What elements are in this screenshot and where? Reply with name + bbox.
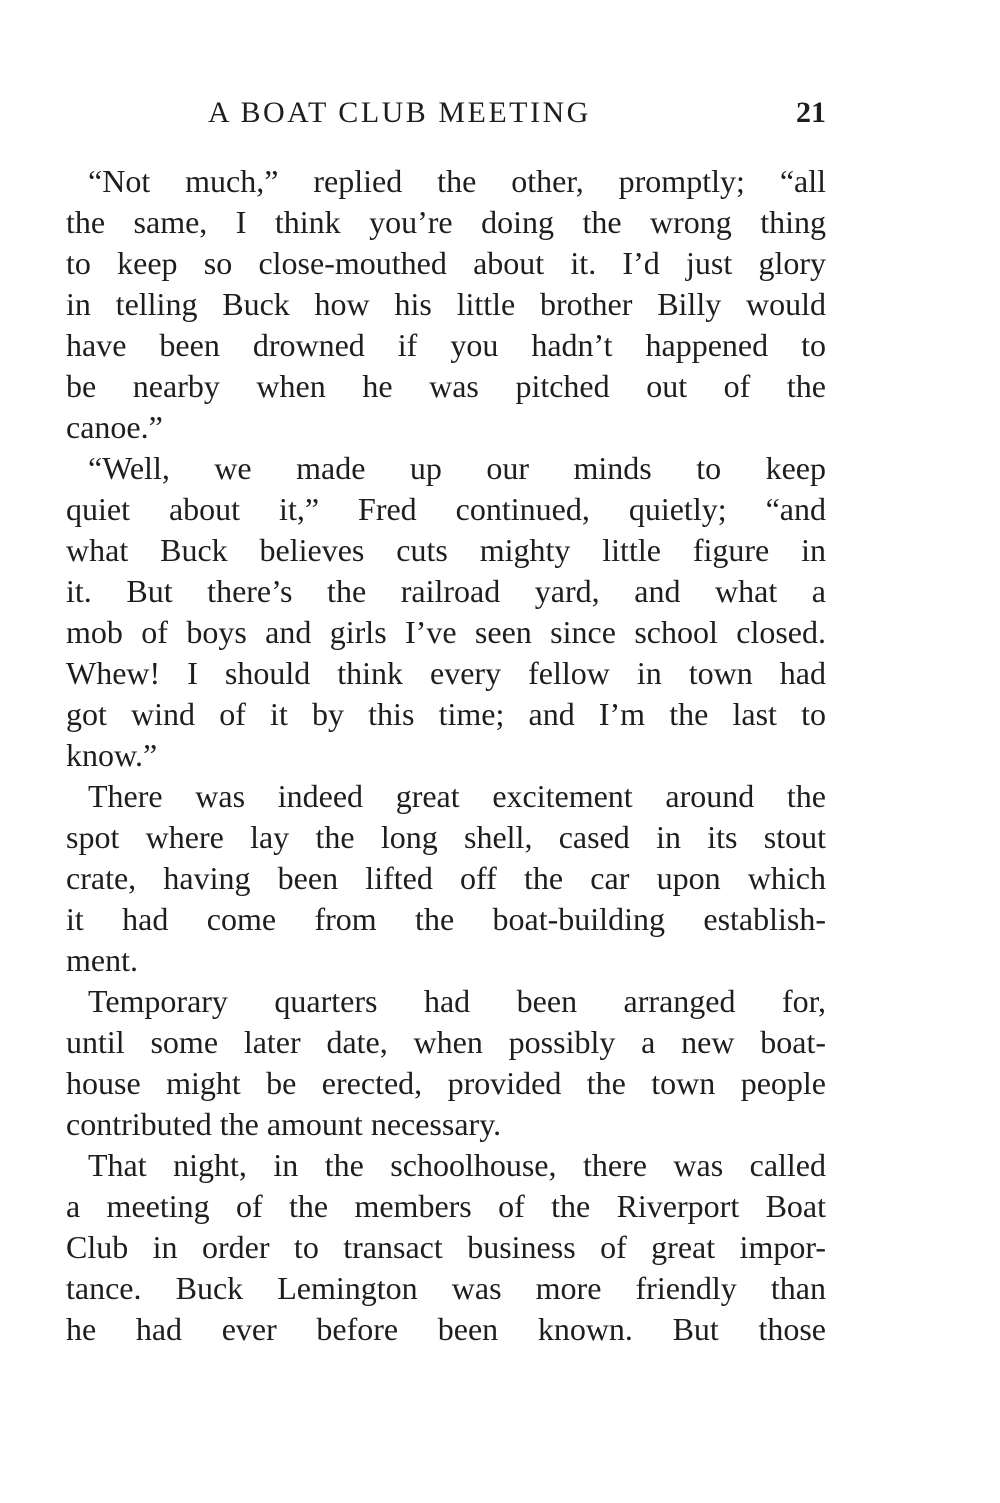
- text-line: in telling Buck how his little brother Billy would: [66, 286, 826, 322]
- text-line: a meeting of the members of the Riverport Boat: [66, 1188, 826, 1224]
- text-line: canoe.”: [66, 409, 163, 445]
- text-line: contributed the amount necessary.: [66, 1106, 502, 1142]
- text-line: got wind of it by this time; and I’m the last to: [66, 696, 826, 732]
- text-line: have been drowned if you hadn’t happened to: [66, 327, 826, 363]
- text-line: That night, in the schoolhouse, there was called: [88, 1147, 826, 1183]
- chapter-title: A BOAT CLUB MEETING: [208, 96, 591, 129]
- text-line: it. But there’s the railroad yard, and what a: [66, 573, 826, 609]
- text-line: he had ever before been known. But those: [66, 1311, 826, 1347]
- text-line: Temporary quarters had been arranged for,: [88, 983, 826, 1019]
- body-text: [66, 161, 826, 1350]
- text-line: quiet about it,” Fred continued, quietly; “and: [66, 491, 826, 527]
- text-line: Whew! I should think every fellow in town had: [66, 655, 826, 691]
- text-line: tance. Buck Lemington was more friendly than: [66, 1270, 826, 1306]
- text-line: the same, I think you’re doing the wrong thing: [66, 204, 826, 240]
- text-line: it had come from the boat-building establish-: [66, 901, 826, 937]
- text-line: mob of boys and girls I’ve seen since school closed.: [66, 614, 826, 650]
- text-line: spot where lay the long shell, cased in its stout: [66, 819, 826, 855]
- text-line: what Buck believes cuts mighty little figure in: [66, 532, 826, 568]
- text-line: to keep so close-mouthed about it. I’d just glory: [66, 245, 826, 281]
- text-line: There was indeed great excitement around the: [88, 778, 826, 814]
- text-line: house might be erected, provided the town people: [66, 1065, 826, 1101]
- text-line: “Well, we made up our minds to keep: [88, 450, 826, 486]
- text-line: crate, having been lifted off the car upon which: [66, 860, 826, 896]
- text-line: Club in order to transact business of great impor-: [66, 1229, 826, 1265]
- text-line: until some later date, when possibly a new boat-: [66, 1024, 826, 1060]
- page-number: 21: [796, 96, 826, 129]
- text-line: “Not much,” replied the other, promptly; “all: [88, 163, 826, 199]
- text-line: be nearby when he was pitched out of the: [66, 368, 826, 404]
- text-line: know.”: [66, 737, 158, 773]
- text-line: ment.: [66, 942, 138, 978]
- running-head: [208, 93, 826, 133]
